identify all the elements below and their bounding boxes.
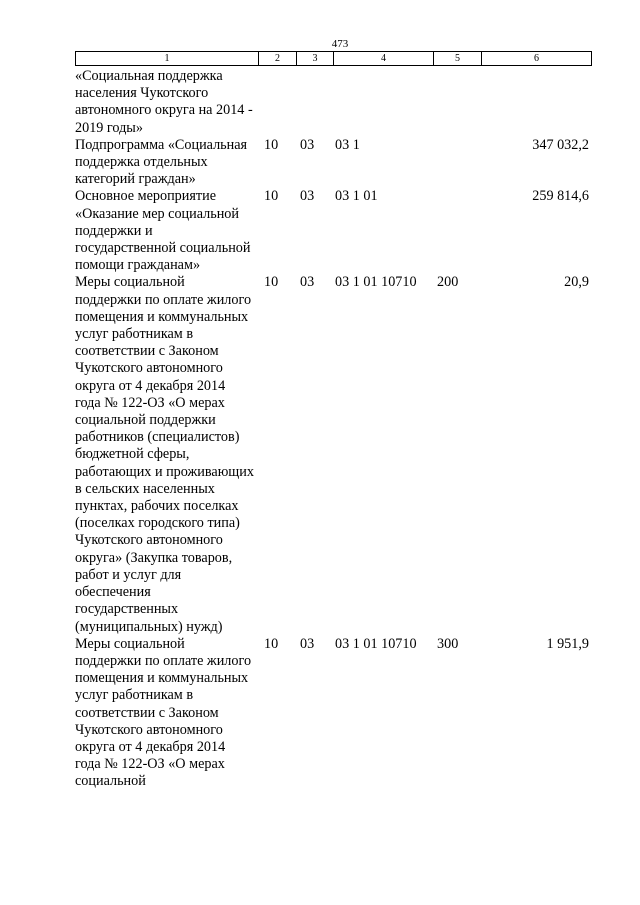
row-target-article	[333, 68, 433, 137]
row-amount: 20,9	[564, 274, 589, 291]
header-col-4: 4	[334, 52, 434, 66]
header-col-5: 5	[434, 52, 482, 66]
table-row	[75, 188, 591, 274]
row-target-article: 03 1 01 10710	[335, 635, 417, 652]
table-row	[75, 137, 591, 189]
row-target-article: 03 1 01 10710	[335, 274, 417, 291]
row-section: 10	[264, 136, 279, 153]
row-amount: 1 951,9	[546, 635, 589, 652]
row-section: 10	[264, 188, 279, 205]
page-number: 473	[331, 38, 349, 50]
row-subsection: 03	[300, 188, 315, 205]
header-col-2: 2	[259, 52, 297, 66]
row-expense-type: 300	[437, 635, 459, 652]
table-row	[75, 68, 591, 137]
column-number-header	[75, 51, 592, 66]
row-name: Основное мероприятие «Оказание мер социальной поддержки и государственной социальной помощи гражданам»	[75, 188, 251, 274]
row-section	[258, 68, 296, 137]
row-target-article: 03 1 01	[335, 188, 378, 205]
row-amount	[481, 68, 591, 137]
row-name: «Социальная поддержка населения Чукотского автономного округа на 2014 - 2019 годы»	[75, 68, 253, 136]
row-expense-type	[433, 68, 481, 137]
table-row	[75, 274, 591, 635]
row-section: 10	[264, 274, 279, 291]
row-amount: 347 032,2	[532, 136, 589, 153]
row-subsection: 03	[300, 136, 315, 153]
row-subsection: 03	[300, 635, 315, 652]
row-expense-type	[433, 137, 481, 189]
row-amount: 259 814,6	[532, 188, 589, 205]
row-name: Подпрограмма «Социальная поддержка отдельных категорий граждан»	[75, 136, 248, 188]
header-col-6: 6	[482, 52, 592, 66]
row-target-article: 03 1	[335, 136, 360, 153]
budget-table	[75, 68, 591, 791]
header-col-1: 1	[76, 52, 259, 66]
row-expense-type	[433, 188, 481, 274]
row-name: Меры социальной поддержки по оплате жилого помещения и коммунальных услуг работникам в соответствии с Законом Чукотского автономного округа от 4 декабря 2014 года № 122-ОЗ «О мерах социальной	[75, 635, 252, 790]
row-expense-type: 200	[437, 274, 459, 291]
row-subsection: 03	[300, 274, 315, 291]
header-col-3: 3	[297, 52, 334, 66]
row-subsection	[296, 68, 333, 137]
table-row	[75, 636, 591, 791]
row-name: Меры социальной поддержки по оплате жилого помещения и коммунальных услуг работникам в соответствии с Законом Чукотского автономного округа от 4 декабря 2014 года № 122-ОЗ «О мерах социальной поддержки работников (специалистов) бюджетной сферы, работающих и проживающих в сельских населенных пунктах, рабочих поселках (поселках городского типа) Чукотского автономного округа» (Закупка товаров, работ и услуг для обеспечения государственных (муниципальных) нужд)	[75, 274, 254, 635]
row-section: 10	[264, 635, 279, 652]
